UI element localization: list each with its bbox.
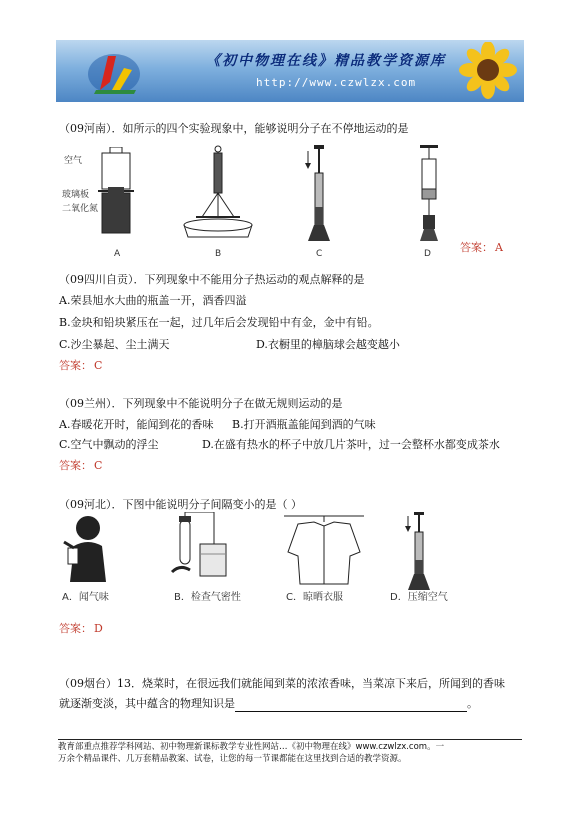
question-5-end: 。 bbox=[467, 697, 478, 710]
answer-label: 答案： bbox=[460, 241, 493, 254]
question-2-option-d: D.衣橱里的樟脑球会越变越小 bbox=[256, 338, 400, 351]
caption-a: A．闻气味 bbox=[62, 592, 109, 603]
question-3-option-d: D.在盛有热水的杯子中放几片茶叶，过一会整杯水都变成茶水 bbox=[202, 438, 500, 451]
question-5-text: 就逐渐变淡，其中蕴含的物理知识是 bbox=[59, 697, 235, 710]
answer-value: C bbox=[94, 459, 103, 472]
banner-title: 《初中物理在线》精品教学资源库 bbox=[206, 53, 446, 69]
person-smelling-icon bbox=[60, 512, 120, 584]
question-2-option-b: B.金块和铅块紧压在一起，过几年后会发现铅中有金，金中有铅。 bbox=[59, 316, 379, 329]
question-5-line-1: （09烟台）13．烧菜时，在很远我们就能闻到菜的浓浓香味，当菜凉下来后，所闻到的香味 bbox=[59, 677, 505, 690]
question-2-answer bbox=[59, 357, 102, 373]
question-1-figure bbox=[62, 145, 462, 260]
footer-line-2: 万余个精品课件、几万套精品教案、试卷，让您的每一节课都能在这里找到合适的教学资源。 bbox=[58, 754, 407, 764]
caption-c: C．晾晒衣服 bbox=[286, 592, 343, 603]
footer-line-1: 教育部重点推荐学科网站、初中物理新课标教学专业性网站…《初中物理在线》www.czwlzx.com。一 bbox=[58, 742, 445, 752]
site-logo-icon bbox=[86, 46, 142, 98]
compression-cylinder-icon bbox=[304, 145, 334, 245]
answer-label: 答案： bbox=[59, 359, 92, 372]
question-3-option-a: A.春暖花开时，能闻到花的香味 bbox=[59, 418, 214, 431]
question-2-option-c: C.沙尘暴起、尘土满天 bbox=[59, 338, 170, 351]
question-1-answer bbox=[460, 239, 503, 255]
question-1-stem: （09河南）．如所示的四个实验现象中，能够说明分子在不停地运动的是 bbox=[59, 122, 409, 135]
question-2-option-a: A.荣县旭水大曲的瓶盖一开，酒香四溢 bbox=[59, 294, 247, 307]
caption-b: B．检查气密性 bbox=[174, 592, 241, 603]
air-compression-icon bbox=[404, 512, 434, 592]
question-3-option-c: C.空气中飘动的浮尘 bbox=[59, 438, 159, 451]
option-c-label: C bbox=[316, 249, 323, 259]
banner-url[interactable]: http://www.czwlzx.com bbox=[256, 76, 417, 89]
question-2-stem: （09四川自贡）．下列现象中不能用分子热运动的观点解释的是 bbox=[59, 273, 365, 286]
option-b-label: B bbox=[215, 249, 222, 259]
site-banner bbox=[56, 40, 524, 102]
figure-label-glass: 玻璃板 bbox=[62, 190, 90, 200]
figure-label-air: 空气 bbox=[64, 156, 83, 166]
answer-value: C bbox=[94, 359, 103, 372]
question-4-answer bbox=[59, 620, 103, 636]
gas-jars-icon bbox=[96, 147, 136, 242]
answer-value: D bbox=[94, 622, 103, 635]
option-a-label: A bbox=[114, 249, 121, 259]
shirt-drying-icon bbox=[284, 512, 364, 586]
question-3-stem: （09兰州）．下列现象中不能说明分子在做无规则运动的是 bbox=[59, 397, 343, 410]
figure-label-no2: 二氧化氮 bbox=[62, 204, 99, 214]
question-3-option-b: B.打开酒瓶盖能闻到酒的气味 bbox=[232, 418, 376, 431]
footer-divider bbox=[58, 739, 522, 740]
question-3-answer bbox=[59, 457, 102, 473]
question-5-line-2 bbox=[59, 696, 478, 712]
sunflower-icon bbox=[458, 42, 518, 100]
option-d-label: D bbox=[424, 249, 431, 259]
question-4-stem: （09河北）．下图中能说明分子间隔变小的是（ ） bbox=[59, 498, 302, 511]
answer-value: A bbox=[495, 241, 503, 254]
answer-label: 答案： bbox=[59, 459, 92, 472]
question-4-figure bbox=[58, 512, 478, 612]
answer-blank[interactable] bbox=[235, 700, 467, 712]
answer-label: 答案： bbox=[59, 622, 92, 635]
caption-d: D．压缩空气 bbox=[390, 592, 448, 603]
lead-cylinders-icon bbox=[414, 145, 444, 245]
airtightness-check-icon bbox=[170, 512, 230, 586]
spring-scale-water-icon bbox=[178, 145, 258, 243]
